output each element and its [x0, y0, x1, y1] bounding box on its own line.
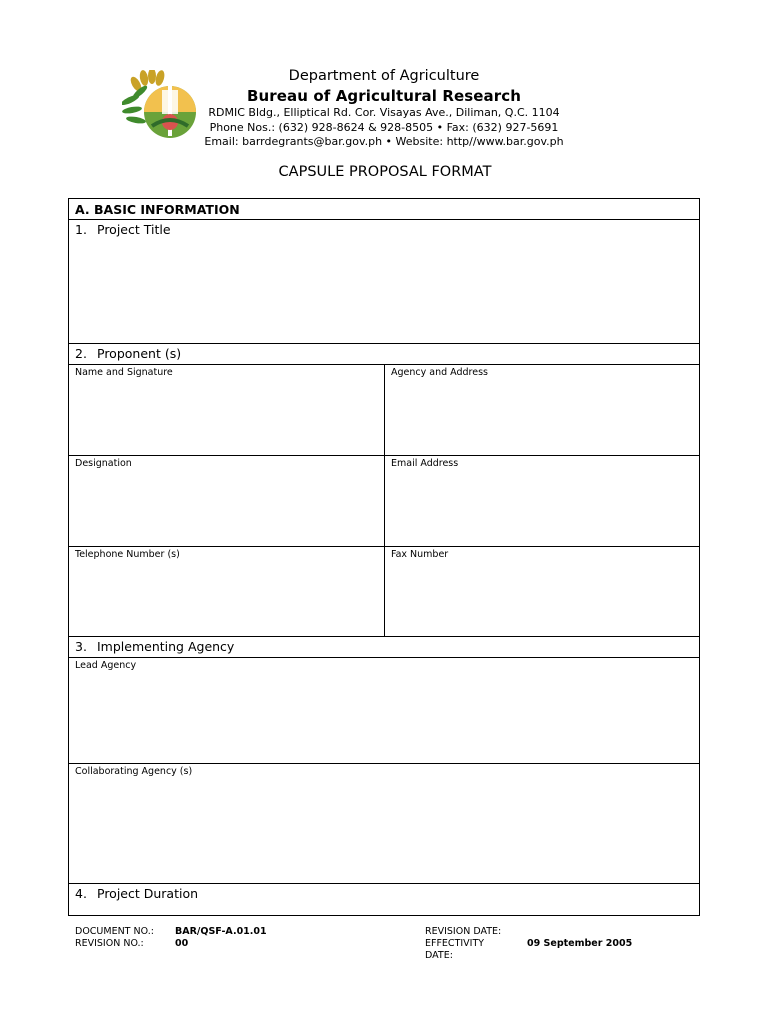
item-number: 1. — [75, 222, 87, 237]
item-number: 3. — [75, 639, 87, 654]
divider — [69, 883, 699, 884]
item-number: 4. — [75, 886, 87, 901]
document-title: CAPSULE PROPOSAL FORMAT — [278, 164, 492, 180]
bureau-address: RDMIC Bldg., Elliptical Rd. Cor. Visayas Ave., Diliman, Q.C. 1104 — [208, 106, 560, 119]
footer-date-labels — [425, 926, 501, 962]
rev-no-value: 00 — [175, 938, 189, 949]
column-divider — [384, 364, 385, 636]
footer-date-values — [527, 938, 632, 950]
name-signature-field[interactable]: Name and Signature — [75, 367, 173, 378]
divider — [69, 763, 699, 764]
doc-no-label: DOCUMENT NO.: — [75, 926, 154, 937]
item-number: 2. — [75, 346, 87, 361]
email-address-field[interactable]: Email Address — [391, 458, 459, 469]
section-a-heading: A. BASIC INFORMATION — [75, 202, 240, 217]
rev-no-label: REVISION NO.: — [75, 938, 144, 949]
project-title-text: Project Title — [97, 222, 171, 237]
footer-doc-values — [175, 926, 267, 950]
proponent-label — [75, 346, 181, 361]
bureau-name: Bureau of Agricultural Research — [246, 87, 522, 105]
revision-date-label: REVISION DATE: — [425, 926, 502, 937]
effectivity-label-line2: DATE: — [425, 950, 453, 961]
doc-no-value: BAR/QSF-A.01.01 — [175, 926, 267, 937]
bar-logo-icon — [122, 70, 198, 142]
divider — [69, 546, 699, 547]
effectivity-label-line1: EFFECTIVITY — [425, 938, 485, 949]
bureau-email-website: Email: barrdegrants@bar.gov.ph • Website: http//www.bar.gov.ph — [204, 135, 564, 148]
implementing-agency-text: Implementing Agency — [97, 639, 235, 654]
lead-agency-field[interactable]: Lead Agency — [75, 660, 137, 671]
agency-address-field[interactable]: Agency and Address — [391, 367, 488, 378]
designation-field[interactable]: Designation — [75, 458, 132, 469]
bureau-phone-fax: Phone Nos.: (632) 928-8624 & 928-8505 • Fax: (632) 927-5691 — [209, 121, 559, 134]
implementing-agency-label — [75, 639, 234, 654]
footer-doc-labels — [75, 926, 154, 950]
project-duration-text: Project Duration — [97, 886, 199, 901]
proponent-text: Proponent (s) — [97, 346, 182, 361]
divider — [69, 455, 699, 456]
collaborating-agency-field[interactable]: Collaborating Agency (s) — [75, 766, 193, 777]
telephone-field[interactable]: Telephone Number (s) — [75, 549, 180, 560]
project-duration-label — [75, 886, 198, 901]
divider — [69, 636, 699, 637]
basic-information-form — [68, 198, 700, 916]
divider — [69, 219, 699, 220]
project-title-label — [75, 222, 171, 237]
fax-number-field[interactable]: Fax Number — [391, 549, 449, 560]
effectivity-date-value: 09 September 2005 — [527, 938, 633, 949]
department-name: Department of Agriculture — [288, 68, 480, 84]
divider — [69, 343, 699, 344]
divider — [69, 657, 699, 658]
